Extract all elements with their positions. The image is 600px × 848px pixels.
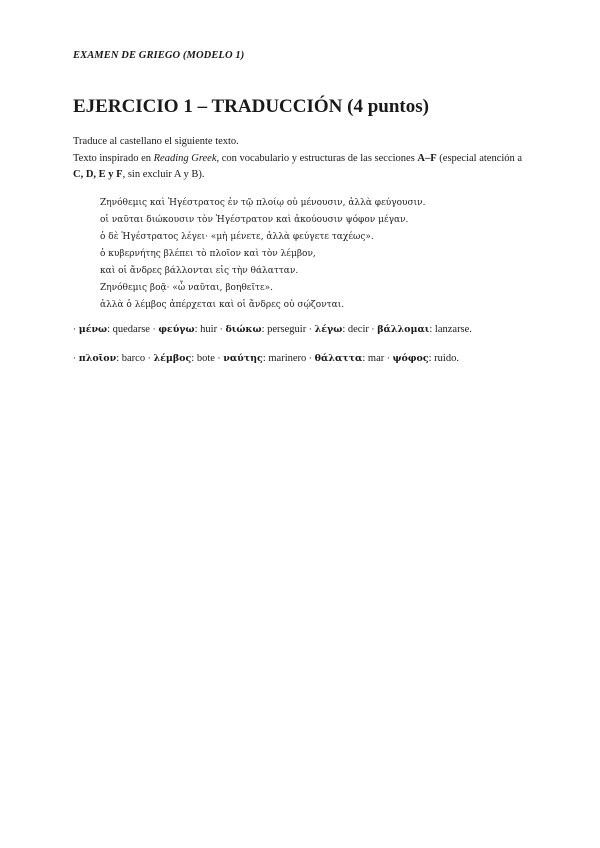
vocab-term: λέμβος xyxy=(153,353,192,364)
exam-header: EXAMEN DE GRIEGO (MODELO 1) xyxy=(73,50,245,61)
vocab-term: μένω xyxy=(78,324,108,335)
instruction-line-1: Traduce al castellano el siguiente texto. xyxy=(73,136,239,147)
vocab-term: θάλαττα xyxy=(314,353,363,364)
passage-line: ὁ κυβερνήτης βλέπει τὸ πλοῖον καὶ τὸν λέμβον, xyxy=(100,249,316,259)
exercise-title: EJERCICIO 1 – TRADUCCIÓN (4 puntos) xyxy=(73,96,429,117)
vocabulary-nouns: · πλοῖον: barco · λέμβος: bote · ναύτης: marinero · θάλαττα: mar · ψόφος: ruido. xyxy=(73,353,459,364)
vocab-meaning: : huir xyxy=(194,324,218,335)
vocabulary-verbs: · μένω: quedarse · φεύγω: huir · διώκω: perseguir · λέγω: decir · βάλλομαι: lanzarse. xyxy=(73,324,472,335)
vocab-term: βάλλομαι xyxy=(377,324,430,335)
vocab-term: λέγω xyxy=(314,324,343,335)
book-title: Reading Greek xyxy=(153,152,217,164)
vocab-term: φεύγω xyxy=(158,324,195,335)
vocab-meaning: : decir xyxy=(342,324,369,335)
passage-line: οἱ ναῦται διώκουσιν τὸν Ἡγέστρατον καὶ ἀκούουσιν ψόφον μέγαν. xyxy=(100,215,409,225)
vocab-meaning: : marinero xyxy=(262,353,307,364)
vocab-term: πλοῖον xyxy=(78,353,117,364)
focus-sections: C, D, E y F xyxy=(73,169,123,180)
vocab-meaning: : mar xyxy=(362,353,385,364)
vocab-meaning: : quedarse xyxy=(107,324,150,335)
vocab-meaning: : lanzarse. xyxy=(429,324,472,335)
vocab-term: ψόφος xyxy=(392,353,429,364)
passage-line: Ζηνόθεμις βοᾷ· «ὦ ναῦται, βοηθεῖτε». xyxy=(100,283,273,293)
vocab-meaning: : bote xyxy=(191,353,215,364)
passage-line: ἀλλὰ ὁ λέμβος ἀπέρχεται καὶ οἱ ἄνδρες οὐ σῴζονται. xyxy=(100,300,345,310)
instructions xyxy=(73,134,522,184)
instruction-line-3: C, D, E y F, sin excluir A y B). xyxy=(73,169,205,180)
vocab-term: ναύτης xyxy=(223,353,263,364)
vocab-meaning: : perseguir xyxy=(261,324,307,335)
instruction-line-2: Texto inspirado en Reading Greek, con vocabulario y estructuras de las secciones A–F (especial atención a xyxy=(73,152,523,164)
sections-range: A–F xyxy=(417,152,437,164)
greek-passage xyxy=(100,195,425,314)
passage-line: ὁ δὲ Ἡγέστρατος λέγει· «μὴ μένετε, ἀλλὰ φεύγετε ταχέως». xyxy=(100,232,374,242)
vocab-meaning: : barco xyxy=(116,353,146,364)
passage-line: καὶ οἱ ἄνδρες βάλλονται εἰς τὴν θάλατταν. xyxy=(100,266,299,276)
vocab-meaning: : ruido. xyxy=(428,353,459,364)
passage-line: Ζηνόθεμις καὶ Ἡγέστρατος ἐν τῷ πλοίῳ οὐ μένουσιν, ἀλλὰ φεύγουσιν. xyxy=(100,198,426,208)
vocab-term: διώκω xyxy=(225,324,262,335)
